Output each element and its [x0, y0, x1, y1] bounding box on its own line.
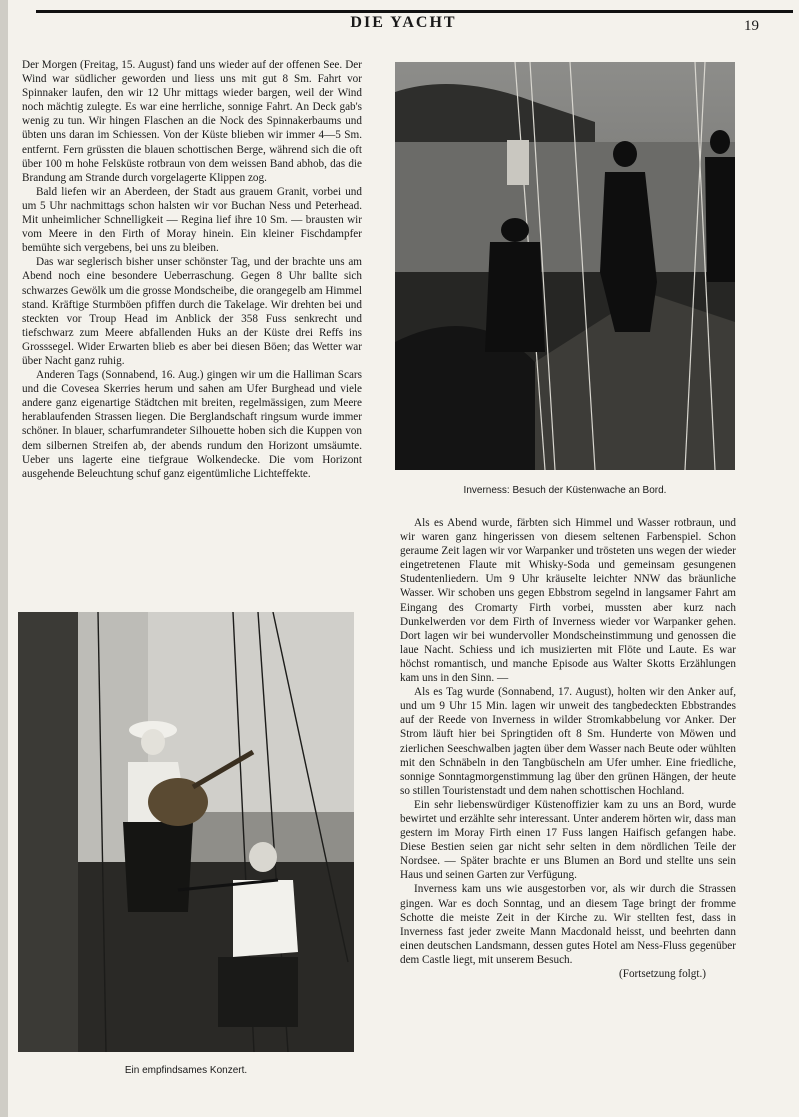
coast-guard-photo-image	[395, 62, 735, 470]
paragraph: Als es Tag wurde (Sonnabend, 17. August), holten wir den Anker auf, und um 9 Uhr 15 Min. lagen wir unweit des tangbedeckten Ebbstrandes auf der Reede von Inverness in wilder Stromkabbelung vor Anker. Der Strom läuft hier bei Springtiden oft 8 Sm. Hunderte von Möwen und zierlichen Seeschwalben jagten über dem Wasser nach Beute oder wühlten mit den Schnäbeln in den Tangbüscheln am Ufer umher. Eine friedliche, sonnige Sonntagmorgenstimmung lag über den grünen Hängen, der heute so stillen Touristenstadt und dem nahen schottischen Hochland.	[400, 686, 736, 797]
page-binding-edge	[0, 0, 8, 1117]
journal-title: DIE YACHT	[350, 14, 457, 31]
paragraph: Als es Abend wurde, färbten sich Himmel und Wasser rotbraun, und wir waren ganz hingerissen von diesem seltenen Farbenspiel. Schon geraume Zeit lagen wir vor Warpanker und trösteten uns wegen der wieder eingetretenen Flaute mit Whisky-Soda und gemeinsam gesungenen Studentenliedern. Um 9 Uhr kräuselte leichter NNW das bräunliche Wasser. Wir schoben uns gegen Ebbstrom segelnd in langsamer Fahrt am Eingang des Cromarty Firth vorbei, mussten aber kurz nach Dunkelwerden vor dem Firth of Inverness wieder vor Warpanker gehen. Dort lagen wir bei wundervoller Mondscheinstimmung und genossen die laue Nacht. Schiess und ich musizierten mit Flöte und Laute. Es war höchst romantisch, und manche Episode aus Walter Skotts Erzählungen kam uns in den Sinn. —	[400, 517, 736, 685]
paragraph: Bald liefen wir an Aberdeen, der Stadt aus grauem Granit, vorbei und um 5 Uhr nachmittags schon halsten wir vor Buchan Ness und Peterhead. Mit unheimlicher Schnelligkeit — Regina lief ihre 10 Sm. — brausten wir vom Meere in den Firth of Moray hinein. Ein kleiner Fischdampfer bemühte sich vergebens, bei uns zu bleiben.	[22, 185, 362, 255]
paragraph: Das war seglerisch bisher unser schönster Tag, und der brachte uns am Abend noch eine besondere Ueberraschung. Gegen 8 Uhr ballte sich schwarzes Gewölk um die grosse Mondscheibe, die orangegelb am Himmel stand. Kräftige Sturmböen pfiffen durch die Takelage. Wir drehten bei und steckten vor Troup Head im Anblick der 358 Fuss senkrecht und tiefschwarz zum Meere abfallenden Huks an der Küste drei Reffs ins Grosssegel. Wider Erwarten blieb es aber bei diesen Böen; das Wetter war über Nacht ganz ruhig.	[22, 256, 362, 367]
photo-sentimental-concert	[18, 612, 354, 1052]
paragraph: Anderen Tags (Sonnabend, 16. Aug.) gingen wir um die Halliman Scars und die Covesea Skerries herum und sahen am Ufer Burghead und viele andere ganz eigenartige Städtchen mit breiten, regelmässigen, zum Meere herablaufenden Strassen liegen. Die Berglandschaft ringsum wurde immer schöner. In blauer, scharfumrandeter Silhouette hoben sich die Kuppen von dem silbernen Streifen ab, der abends rundum den Horizont umsäumte. Ueber uns lagerte eine tiefgraue Wolkendecke. Die vom Horizont ausgehende Beleuchtung schuf ganz eigentümliche Lichteffekte.	[22, 369, 362, 480]
continuation-note: (Fortsetzung folgt.)	[619, 968, 706, 980]
caption-coast-guard: Inverness: Besuch der Küstenwache an Bord.	[463, 485, 667, 496]
magazine-page	[8, 0, 799, 1117]
paragraph: Ein sehr liebenswürdiger Küstenoffizier kam zu uns an Bord, wurde bewirtet und erzählte sehr interessant. Unter anderem hörten wir, dass man gestern im Moray Firth einen 17 Fuss langen Haifisch gefangen habe. Diese Bestien seien gar nicht sehr selten in dem nördlichen Teile der Nordsee. — Später brachte er uns Blumen an Bord und stellte uns sein Haus und seinen Garten zur Verfügung.	[400, 798, 736, 882]
paragraph: Inverness kam uns wie ausgestorben vor, als wir durch die Strassen gingen. War es doch Sonntag, und an diesem Tage bringt der fromme Schotte die meiste Zeit in der Kirche zu. Wir stellten fest, dass in Inverness fast jeder zweite Mann Macdonald heisst, und beehrten dann einen deutschen Landsmann, dessen gutes Hotel am Ness-Fluss gegenüber dem Castle liegt, mit unserem Besuch.	[400, 883, 736, 966]
caption-concert: Ein empfindsames Konzert.	[124, 1065, 248, 1076]
concert-photo-image	[18, 612, 354, 1052]
left-column-text	[22, 58, 362, 481]
header-rule	[36, 10, 793, 13]
paragraph: Der Morgen (Freitag, 15. August) fand uns wieder auf der offenen See. Der Wind war südlicher geworden und liess uns mit gut 8 Sm. Fahrt vor Spinnaker laufen, den wir 12 Uhr mittags wieder bargen, weil der Wind noch mächtig zulegte. Es war eine herrliche, sonnige Fahrt. An Deck gab's wenig zu tun. Wir hingen Flaschen an die Nock des Spinnakerbaums und übten uns daran im Schiessen. Von der Küste blieben wir immer 4—5 Sm. entfernt. Fern grüssten die blauen schottischen Berge, während sich die oft über 100 m hohe Felsküste rotbraun von dem weissen Band abhob, das die Brandung am Strande durch vorgelagerte Klippen zog.	[22, 59, 362, 184]
page-number: 19	[744, 18, 759, 34]
right-column-text	[400, 516, 736, 981]
photo-coast-guard-visit	[395, 62, 735, 470]
